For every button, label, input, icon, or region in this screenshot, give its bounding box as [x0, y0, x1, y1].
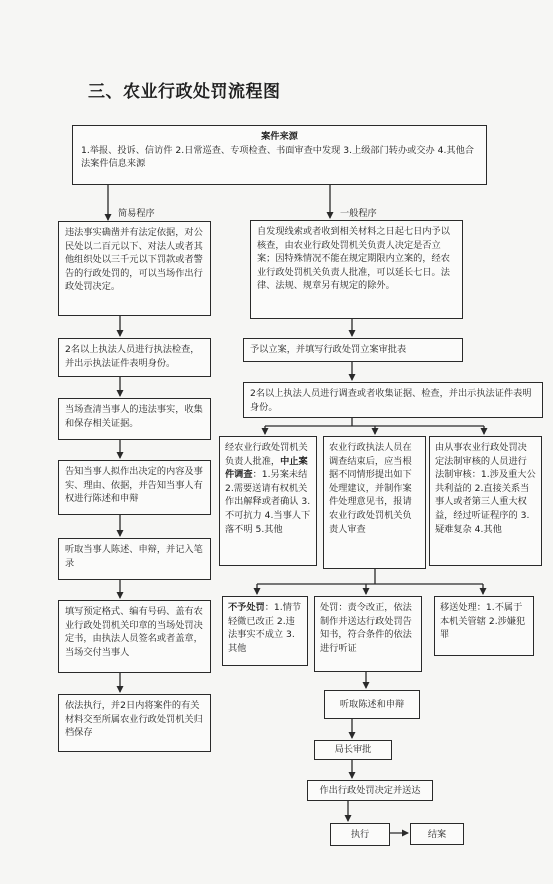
page-title: 三、农业行政处罚流程图 — [88, 82, 281, 102]
close-case-box: 结案 — [410, 823, 464, 845]
case-source-box — [72, 125, 487, 185]
simple-step-6: 填写预定格式、编有号码、盖有农业行政处罚机关印章的当场处罚决定书，由执法人员签名或者盖章，当场交付当事人 — [58, 600, 211, 673]
decision-box: 作出行政处罚决定并送达 — [307, 780, 433, 801]
penalty-box: 处罚：责令改正，依法制作并送达行政处罚告知书，符合条件的依法进行听证 — [314, 596, 422, 672]
general-procedure-label: 一般程序 — [340, 208, 377, 219]
terminate-suffix: ：1.另案未结 2.需要送请有权机关作出解释或者确认 3.不可抗力 4.当事人下落不明 5.其他 — [225, 469, 311, 535]
case-source-body: 1.举报、投诉、信访件 2.日常巡查、专项检查、书面审查中发现 3.上级部门转办或交办 4.其他合法案件信息来源 — [81, 144, 474, 170]
simple-step-3: 当场查清当事人的违法事实，收集和保存相关证据。 — [58, 398, 211, 440]
legal-review-box: 由从事农业行政处罚决定法制审核的人员进行法制审核：1.涉及重大公共利益的 2.直接关系当事人或者第三人重大权益，经过听证程序的 3.疑难复杂 4.其他 — [429, 436, 542, 566]
execute-box: 执行 — [330, 823, 390, 846]
simple-step-1: 违法事实确凿并有法定依据，对公民处以二百元以下、对法人或者其他组织处以三千元以下罚款或者警告的行政处罚的，可以当场作出行政处罚决定。 — [58, 221, 211, 316]
no-penalty-bold: 不予处罚 — [228, 602, 265, 613]
terminate-investigation-box — [219, 436, 317, 566]
terminate-prefix: 经农业行政处罚机关负责人批准， — [225, 442, 308, 467]
simple-procedure-label: 简易程序 — [118, 208, 155, 219]
general-step-1: 自发现线索或者收到相关材料之日起七日内予以核查，由农业行政处罚机关负责人决定是否立案；因特殊情况不能在规定期限内立案的，经农业行政处罚机关负责人批准，可以延长七日。法律、法规、规章另有规定的除外。 — [250, 220, 463, 319]
general-step-3: 2名以上执法人员进行调查或者收集证据、检查，并出示执法证件表明身份。 — [243, 382, 543, 418]
case-source-title: 案件来源 — [261, 131, 298, 142]
no-penalty-rest: ：1.情节轻微已改正 2.违法事实不成立 3.其他 — [228, 602, 302, 654]
simple-step-7: 依法执行，并2日内将案件的有关材料交至所属农业行政处罚机关归档保存 — [58, 694, 211, 752]
investigation-report-box: 农业行政执法人员在调查结束后，应当根据不同情形提出如下处理建议，并制作案件处理意见书，报请农业行政处罚机关负责人审查 — [323, 436, 426, 569]
simple-step-2: 2名以上执法人员进行执法检查，并出示执法证件表明身份。 — [58, 338, 211, 377]
director-approval-box: 局长审批 — [314, 740, 392, 760]
terminate-bold: 中止案件调查 — [225, 455, 308, 481]
hearing-box: 听取陈述和申辩 — [324, 690, 420, 719]
no-penalty-box — [222, 596, 308, 666]
transfer-box: 移送处理：1.不属于本机关管辖 2.涉嫌犯罪 — [434, 596, 534, 656]
simple-step-4: 告知当事人拟作出决定的内容及事实、理由、依据，并告知当事人有权进行陈述和申辩 — [58, 460, 211, 515]
general-step-2: 予以立案，并填写行政处罚立案审批表 — [243, 338, 463, 362]
simple-step-5: 听取当事人陈述、申辩，并记入笔录 — [58, 538, 211, 580]
